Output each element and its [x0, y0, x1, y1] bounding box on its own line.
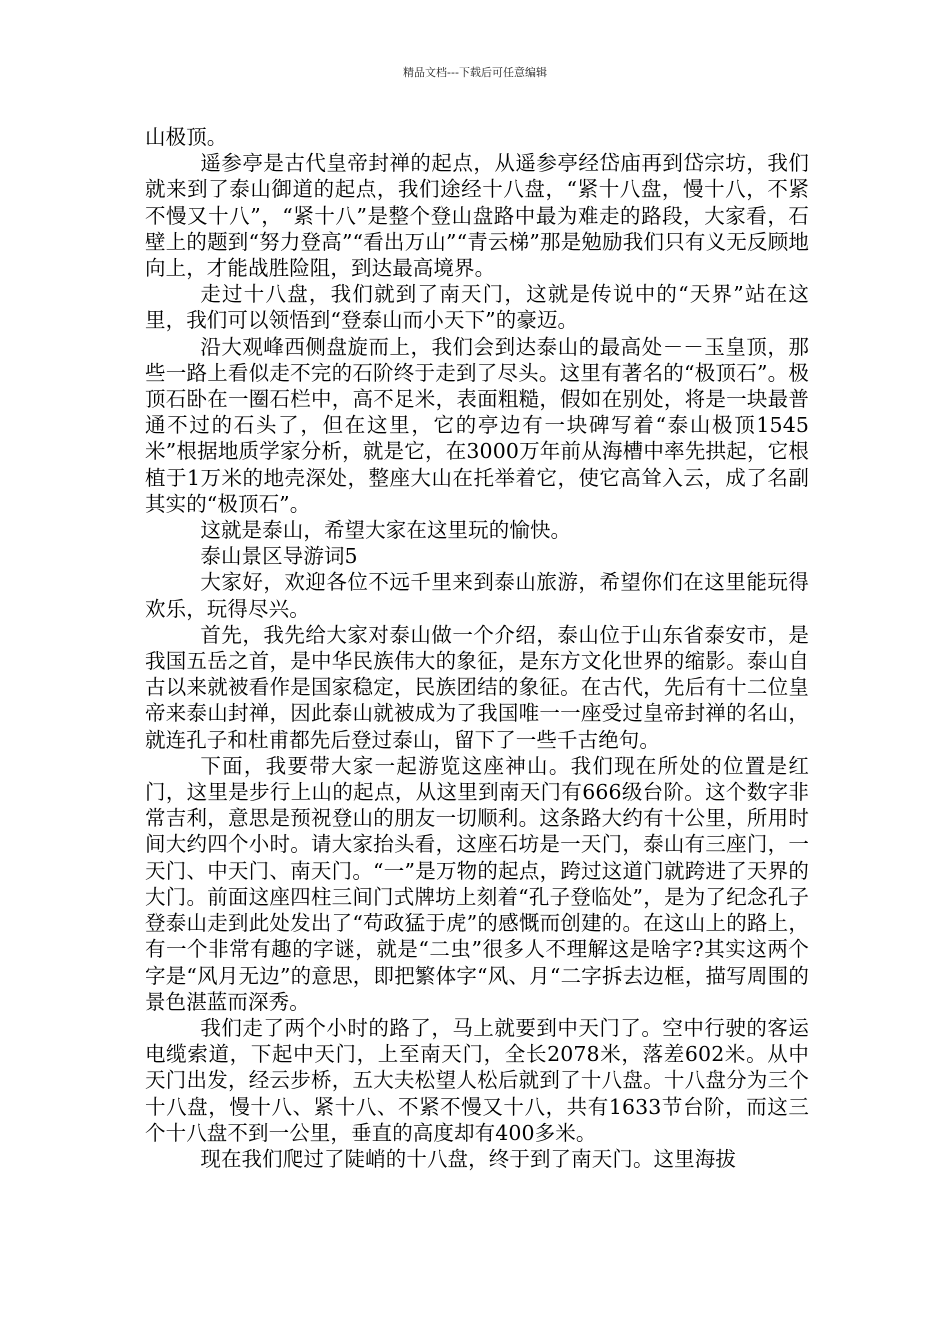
- paragraph: 沿大观峰西侧盘旋而上，我们会到达泰山的最高处－－玉皇顶，那些一路上看似走不完的石阶终于走到了尽头。这里有著名的“极顶石”。极顶石卧在一圈石栏中，高不足米，表面粗糙，假如在别处，将是一块最普通不过的石头了，但在这里，它的亭边有一块碑写着“泰山极顶1545米”根据地质学家分析，就是它，在3000万年前从海槽中率先拱起，它根植于1万米的地壳深处，整座大山在托举着它，使它高耸入云，成了名副其实的“极顶石”。: [145, 334, 809, 516]
- paragraph: 山极顶。: [145, 125, 228, 149]
- paragraph: 这就是泰山，希望大家在这里玩的愉快。: [200, 518, 572, 543]
- paragraph: 走过十八盘，我们就到了南天门，这就是传说中的“天界”站在这里，我们可以领悟到“登泰山而小天下”的豪迈。: [145, 282, 809, 333]
- page-header: 精品文档---下载后可任意编辑: [403, 66, 547, 79]
- paragraph: 现在我们爬过了陡峭的十八盘，终于到了南天门。这里海拔: [200, 1146, 736, 1171]
- document-body: [145, 124, 809, 1172]
- paragraph: 我们走了两个小时的路了，马上就要到中天门了。空中行驶的客运电缆索道，下起中天门，上至南天门，全长2078米，落差602米。从中天门出发，经云步桥，五大夫松望人松后就到了十八盘。十八盘分为三个十八盘，慢十八、紧十八、不紧不慢又十八，共有1633节台阶，而这三个十八盘不到一公里，垂直的高度却有400多米。: [145, 1015, 809, 1145]
- paragraph: 首先，我先给大家对泰山做一个介绍，泰山位于山东省泰安市，是我国五岳之首，是中华民族伟大的象征，是东方文化世界的缩影。泰山自古以来就被看作是国家稳定，民族团结的象征。在古代，先后有十二位皇帝来泰山封禅，因此泰山就被成为了我国唯一一座受过皇帝封禅的名山，就连孔子和杜甫都先后登过泰山，留下了一些千古绝句。: [145, 622, 809, 752]
- paragraph: 大家好，欢迎各位不远千里来到泰山旅游，希望你们在这里能玩得欢乐，玩得尽兴。: [145, 570, 809, 621]
- paragraph: 遥参亭是古代皇帝封禅的起点，从遥参亭经岱庙再到岱宗坊，我们就来到了泰山御道的起点，我们途经十八盘，“紧十八盘，慢十八，不紧不慢又十八”，“紧十八”是整个登山盘路中最为难走的路段，大家看，石壁上的题到“努力登高”“看出万山”“青云梯”那是勉励我们只有义无反顾地向上，才能战胜险阻，到达最高境界。: [145, 151, 809, 281]
- section-heading: 泰山景区导游词5: [200, 544, 358, 569]
- paragraph: 下面，我要带大家一起游览这座神山。我们现在所处的位置是红门，这里是步行上山的起点，从这里到南天门有666级台阶。这个数字非常吉利，意思是预祝登山的朋友一切顺利。这条路大约有十公里，所用时间大约四个小时。请大家抬头看，这座石坊是一天门，泰山有三座门，一天门、中天门、南天门。“一”是万物的起点，跨过这道门就跨进了天界的大门。前面这座四柱三间门式牌坊上刻着“孔子登临处”，是为了纪念孔子登泰山走到此处发出了“苟政猛于虎”的感慨而创建的。在这山上的路上，有一个非常有趣的字谜，就是“二虫”很多人不理解这是啥字?其实这两个字是“风月无边”的意思，即把繁体字“风、月“二字拆去边框，描写周围的景色湛蓝而深秀。: [145, 753, 809, 1014]
